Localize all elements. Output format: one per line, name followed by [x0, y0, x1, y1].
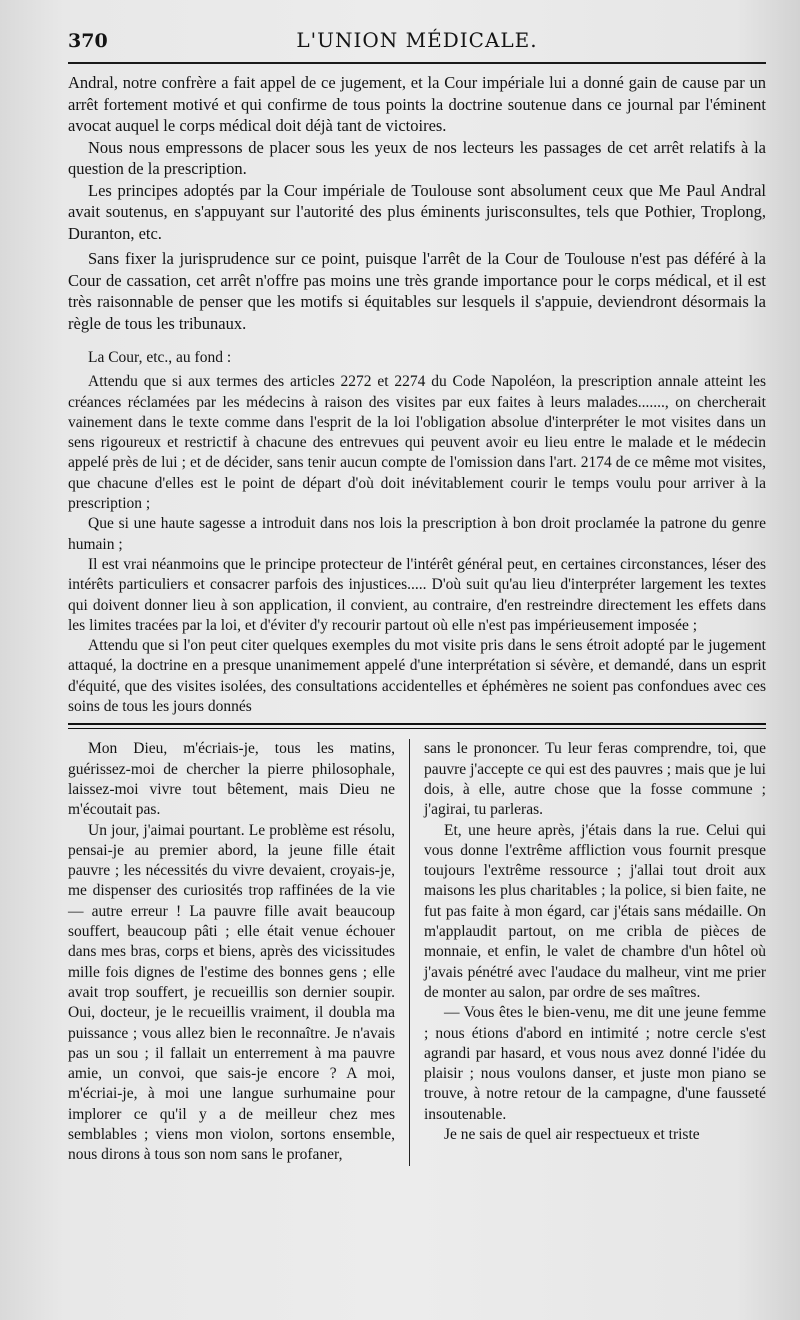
- decision-paragraph: Attendu que si aux termes des articles 2272 et 2274 du Code Napoléon, la prescription annale atteint les créances réclamées par les médecins à raison des visites par eux faites à leurs malades......., on chercherait vainement dans le texte comme dans l'esprit de la loi l'obligation absolue d'interpréter le mot visites dans un sens rigoureux et restrictif à chacune des entrevues qui peuvent avoir eu lieu entre le malade et le médecin appelé près de lui ; et de décider, sans tenir aucun compte de l'omission dans l'art. 2174 de ce même mot visites, que chacune d'elles est le point de départ d'où doit inévitablement courir le temps voulu pour arriver à la prescription ;: [68, 373, 766, 513]
- feuilleton-paragraph: Et, une heure après, j'étais dans la rue. Celui qui vous donne l'extrême affliction vous fournit presque toujours l'extrême ressource ; j'allai tout droit aux maisons les plus charitables ; la police, si bien faite, ne fut pas faite à mon égard, car j'étais sans médaille. On m'applaudit partout, on me cribla de pièces de monnaie, et enfin, le valet de chambre d'un hôtel où j'avais pénétré avec l'audace du malheur, vint me prier de monter au salon, par ordre de ses maîtres.: [424, 821, 766, 1001]
- page-number: 370: [68, 30, 108, 52]
- page-header: [68, 22, 766, 58]
- feuilleton-paragraph: — Vous êtes le bien-venu, me dit une jeune femme ; nous étions d'abord en intimité ; notre cercle s'est agrandi par hasard, et vous nous avez donné l'idée du plaisir ; nous voulons danser, et juste mon piano se trouve, à notre retour de la campagne, d'une fausseté insoutenable.: [424, 1004, 766, 1123]
- feuilleton-paragraph: Je ne sais de quel air respectueux et triste: [444, 1125, 700, 1143]
- article-paragraph: Nous nous empressons de placer sous les yeux de nos lecteurs les passages de cet arrêt relatifs à la question de la prescription.: [68, 137, 766, 178]
- feuilleton-separator: [68, 723, 766, 729]
- decision-paragraph: Attendu que si l'on peut citer quelques exemples du mot visite pris dans le sens étroit adopté par le jugement attaqué, la doctrine en a presque unanimement appelé d'une interprétation si sévère, et demandé, dans un esprit d'équité, que des visites isolées, des consultations accidentelles et éphémères ne soient pas confondues avec ces soins de tous les jours donnés: [68, 637, 766, 716]
- feuilleton-paragraph: Un jour, j'aimai pourtant. Le problème est résolu, pensai-je au premier abord, la jeune fille était pauvre ; les nécessités du vivre devaient, croyais-je, me dispenser des curiosités trop raffinées de la vie — autre erreur ! La pauvre fille avait beaucoup souffert, beaucoup pâti ; elle était venue échouer dans mes bras, corps et biens, après des vicissitudes mille fois dignes de l'estime des bonnes gens ; elle avait trop souffert, je recueillis son dernier soupir. Oui, docteur, je le recueillis vraiment, il doubla ma puissance ; vous allez bien le reconnaître. Je n'avais pas un sou ; il fallait un enterrement à ma pauvre amie, un convoi, que sais-je encore ? A moi, m'écriai-je, à moi une langue surhumaine pour implorer ce qu'il y a de meilleur chez mes semblables ; viens mon violon, sortons ensemble, nous dirons à tous son nom sans le profaner,: [68, 821, 395, 1164]
- decision-paragraph: Que si une haute sagesse a introduit dans nos lois la prescription à bon droit proclamée la patrone du genre humain ;: [68, 515, 766, 553]
- article-paragraph: Les principes adoptés par la Cour impériale de Toulouse sont absolument ceux que Me Paul Andral avait soutenus, en s'appuyant sur l'autorité des plus éminents jurisconsultes, tels que Pothier, Troplong, Duranton, etc.: [68, 180, 766, 243]
- feuilleton-left-column: [68, 739, 410, 1165]
- article-body: [68, 72, 766, 334]
- journal-title: L'UNION MÉDICALE.: [296, 28, 538, 52]
- article-paragraph: Andral, notre confrère a fait appel de ce jugement, et la Cour impériale lui a donné gain de cause par un arrêt fortement motivé et qui confirme de tous points la doctrine soutenue dans ce journal par l'éminent avocat auquel le corps médical doit déjà tant de victoires.: [68, 73, 766, 135]
- court-decision: [68, 348, 766, 717]
- feuilleton-right-column: [410, 739, 766, 1165]
- article-paragraph: Sans fixer la jurisprudence sur ce point, puisque l'arrêt de la Cour de Toulouse n'est pas déféré à la Cour de cassation, cet arrêt n'offre pas moins une très grande importance pour le corps médical, et il est très raisonnable de penser que les motifs si équitables sur lesquels il s'appuie, deviendront désormais la règle de tous les tribunaux.: [68, 249, 766, 333]
- header-rule: [68, 62, 766, 64]
- feuilleton: [68, 739, 766, 1165]
- decision-paragraph: Il est vrai néanmoins que le principe protecteur de l'intérêt général peut, en certaines circonstances, léser des intérêts particuliers et consacrer parfois des injustices..... D'où suit qu'au lieu d'interpréter largement les textes qui doivent donner lieu à son application, il convient, au contraire, d'en restreindre directement les effets dans les limites tracées par la loi, et d'éviter d'y recourir partout où elle n'est pas impérieusement imposée ;: [68, 555, 766, 634]
- feuilleton-paragraph: Mon Dieu, m'écriais-je, tous les matins, guérissez-moi de chercher la pierre philosophale, laissez-moi vivre tout bêtement, mais Dieu ne m'écoutait pas.: [68, 740, 395, 819]
- decision-opening: La Cour, etc., au fond :: [88, 349, 232, 366]
- feuilleton-paragraph: sans le prononcer. Tu leur feras comprendre, toi, que pauvre j'accepte ce qui est des pauvres ; mais que je lui dois, à elle, autre chose que la fosse commune ; j'agirai, tu parleras.: [424, 740, 766, 819]
